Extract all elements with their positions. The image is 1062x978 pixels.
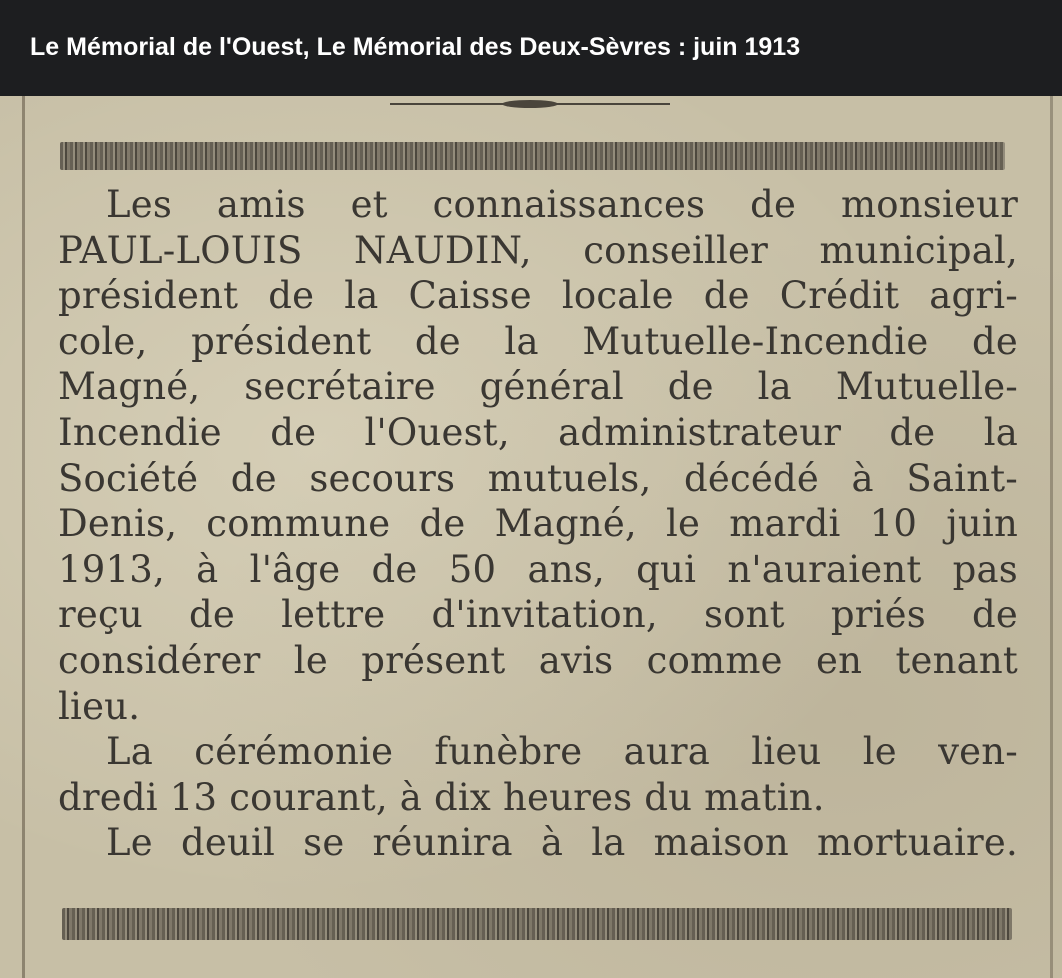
notice-line: considérer le présent avis comme en tenant [58,638,1018,682]
obituary-notice [58,182,1018,866]
notice-line: Denis, commune de Magné, le mardi 10 juin [58,502,1018,546]
notice-line: dredi 13 courant, à dix heures du matin. [58,775,825,819]
notice-line: cole, président de la Mutuelle-Incendie de [58,319,1018,363]
newspaper-clipping [0,96,1062,978]
column-rule-left [22,96,25,978]
top-rule [60,142,1005,170]
title-bar [0,0,1062,96]
bottom-rule [62,908,1012,940]
notice-line: 1913, à l'âge de 50 ans, qui n'auraient pas [58,547,1018,591]
ornament-divider [390,99,670,109]
document-title: Le Mémorial de l'Ouest, Le Mémorial des Deux-Sèvres : juin 1913 [30,33,801,61]
notice-line: reçu de lettre d'invitation, sont priés de [58,593,1018,637]
notice-line: Les amis et connaissances de monsieur [106,183,1018,226]
notice-line: Le deuil se réunira à la maison mortuaire. [106,821,1018,865]
notice-line: lieu. [58,684,141,728]
notice-line: Société de secours mutuels, décédé à Saint- [58,456,1018,500]
notice-line: PAUL-LOUIS NAUDIN, conseiller municipal, [58,228,1018,272]
column-rule-right [1050,96,1053,978]
notice-line: La cérémonie funèbre aura lieu le ven- [106,730,1018,774]
notice-line: président de la Caisse locale de Crédit agri- [58,274,1018,318]
notice-line: Incendie de l'Ouest, administrateur de la [58,410,1018,454]
notice-line: Magné, secrétaire général de la Mutuelle- [58,365,1018,409]
